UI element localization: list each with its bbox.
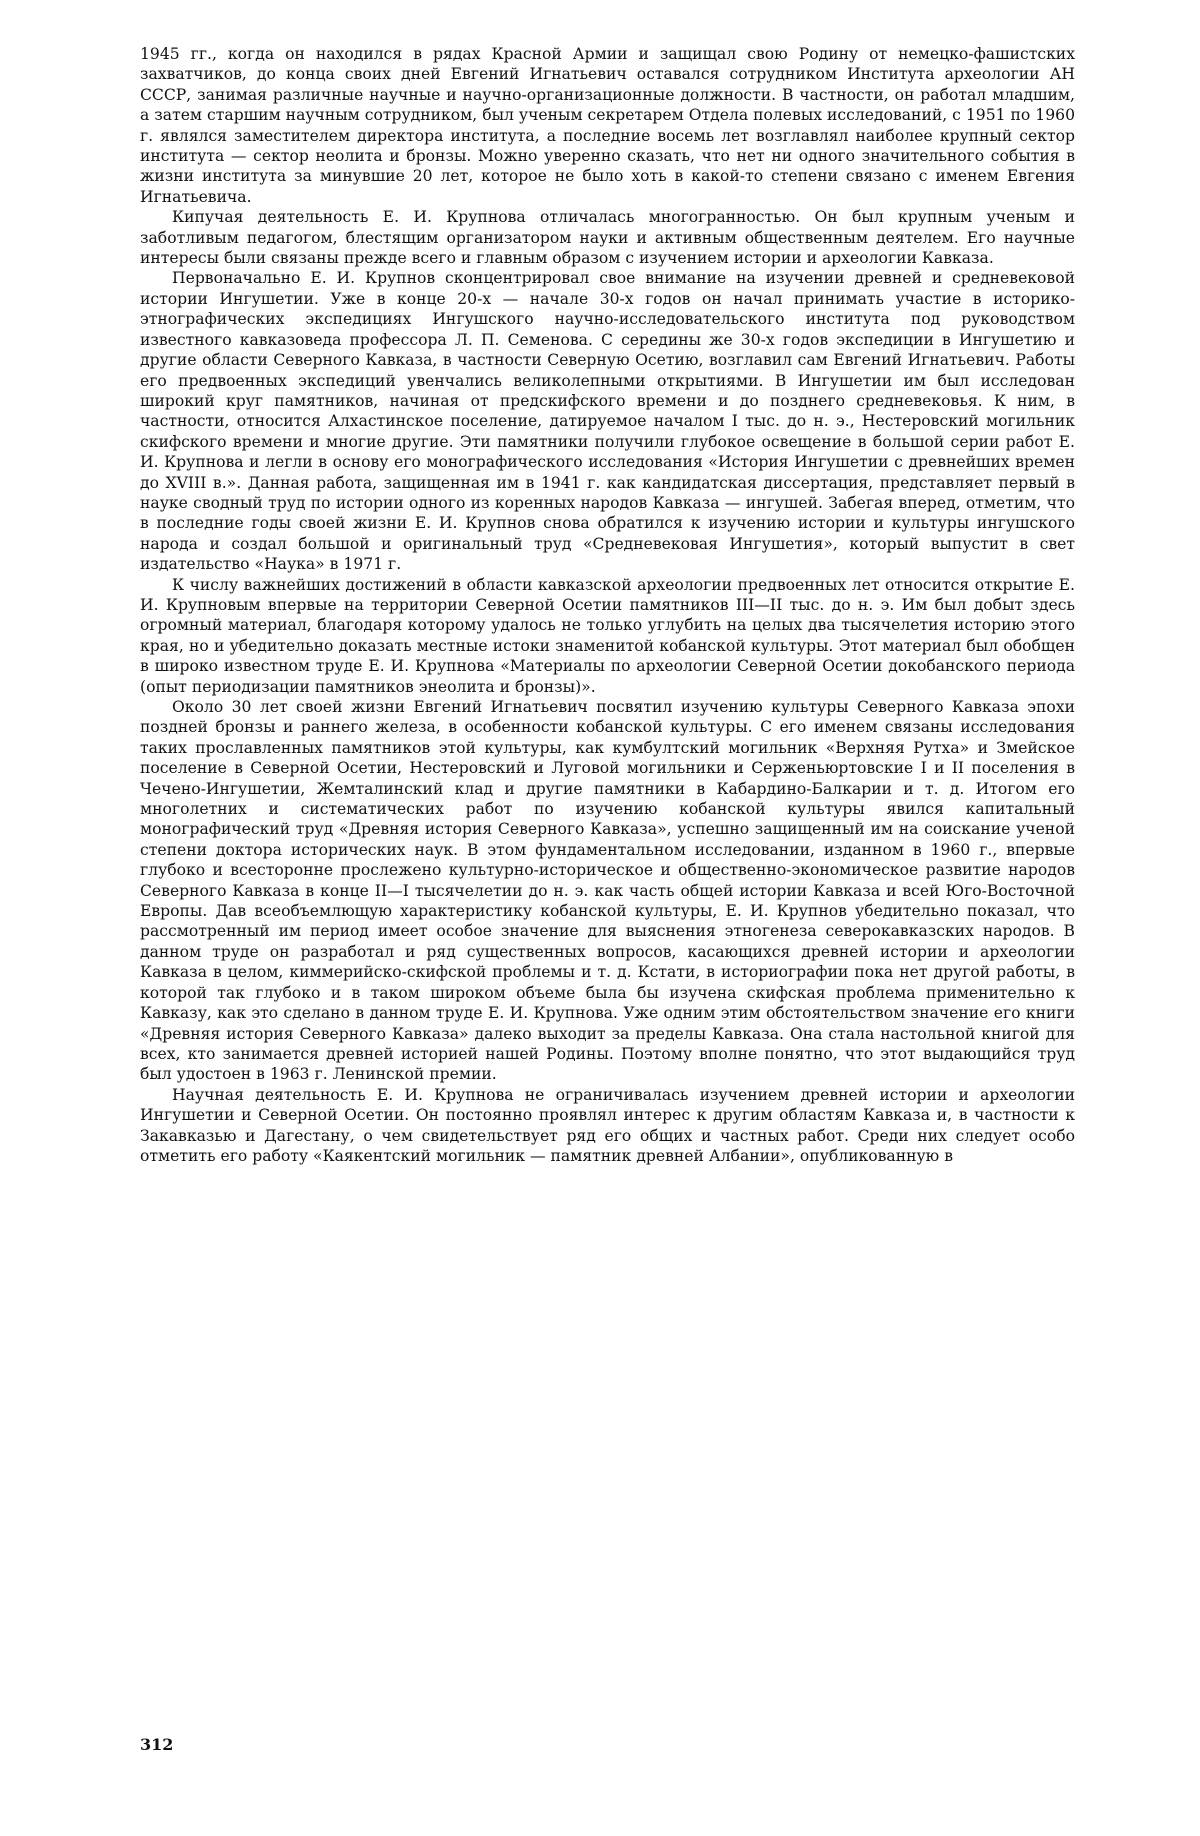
paragraph-2: Кипучая деятельность Е. И. Крупнова отличалась многогранностью. Он был крупным ученым и заботливым педагогом, блестящим организатором науки и активным общественным деятелем. Его научные интересы были связаны прежде всего и главным образом с изучением истории и археологии Кавказа. xyxy=(140,208,1075,268)
paragraph-5: Около 30 лет своей жизни Евгений Игнатьевич посвятил изучению культуры Северного Кавказа эпохи поздней бронзы и раннего железа, в особенности кобанской культуры. С его именем связаны исследования таких прославленных памятников этой культуры, как кумбултский могильник «Верхняя Рутха» и Змейское поселение в Северной Осетии, Нестеровский и Луговой могильники и Серженьюртовские I и II поселения в Чечено-Ингушетии, Жемталинский клад и другие памятники в Кабардино-Балкарии и т. д. Итогом его многолетних и систематических работ по изучению кобанской культуры явился капитальный монографический труд «Древняя история Северного Кавказа», успешно защищенный им на соискание ученой степени доктора исторических наук. В этом фундаментальном исследовании, изданном в 1960 г., впервые глубоко и всесторонне прослежено культурно-историческое и общественно-экономическое развитие народов Северного Кавказа в конце II—I тысячелетии до н. э. как часть общей истории Кавказа и всей Юго-Восточной Европы. Дав всеобъемлющую характеристику кобанской культуры, Е. И. Крупнов убедительно показал, что рассмотренный им период имеет особое значение для выяснения этногенеза северокавказских народов. В данном труде он разработал и ряд существенных вопросов, касающихся древней истории и археологии Кавказа в целом, киммерийско-скифской проблемы и т. д. Кстати, в историографии пока нет другой работы, в которой так глубоко и в таком широком объеме была бы изучена скифская проблема применительно к Кавказу, как это сделано в данном труде Е. И. Крупнова. Уже одним этим обстоятельством значение его книги «Древняя история Северного Кавказа» далеко выходит за пределы Кавказа. Она стала настольной книгой для всех, кто занимается древней историей нашей Родины. Поэтому вполне понятно, что этот выдающийся труд был удостоен в 1963 г. Ленинской премии. xyxy=(140,698,1075,1084)
paragraph-3: Первоначально Е. И. Крупнов сконцентрировал свое внимание на изучении древней и средневековой истории Ингушетии. Уже в конце 20-х — начале 30-х годов он начал принимать участие в историко-этнографических экспедициях Ингушского научно-исследовательского института под руководством известного кавказоведа профессора Л. П. Семенова. С середины же 30-х годов экспедиции в Ингушетию и другие области Северного Кавказа, в частности Северную Осетию, возглавил сам Евгений Игнатьевич. Работы его предвоенных экспедиций увенчались великолепными открытиями. В Ингушетии им был исследован широкий круг памятников, начиная от предскифского времени и до позднего средневековья. К ним, в частности, относится Алхастинское поселение, датируемое началом I тыс. до н. э., Нестеровский могильник скифского времени и многие другие. Эти памятники получили глубокое освещение в большой серии работ Е. И. Крупнова и легли в основу его монографического исследования «История Ингушетии с древнейших времен до XVIII в.». Данная работа, защищенная им в 1941 г. как кандидатская диссертация, представляет первый в науке сводный труд по истории одного из коренных народов Кавказа — ингушей. Забегая вперед, отметим, что в последние годы своей жизни Е. И. Крупнов снова обратился к изучению истории и культуры ингушского народа и создал большой и оригинальный труд «Средневековая Ингушетия», который выпустит в свет издательство «Наука» в 1971 г. xyxy=(140,269,1075,574)
page-body xyxy=(140,44,1075,1166)
paragraph-1: 1945 гг., когда он находился в рядах Красной Армии и защищал свою Родину от немецко-фашистских захватчиков, до конца своих дней Евгений Игнатьевич оставался сотрудником Института археологии АН СССР, занимая различные научные и научно-организационные должности. В частности, он работал младшим, а затем старшим научным сотрудником, был ученым секретарем Отдела полевых исследований, с 1951 по 1960 г. являлся заместителем директора института, а последние восемь лет возглавлял наиболее крупный сектор института — сектор неолита и бронзы. Можно уверенно сказать, что нет ни одного значительного события в жизни института за минувшие 20 лет, которое не было хоть в какой-то степени связано с именем Евгения Игнатьевича. xyxy=(140,45,1075,206)
page-number: 312 xyxy=(140,1735,174,1754)
paragraph-6: Научная деятельность Е. И. Крупнова не ограничивалась изучением древней истории и археологии Ингушетии и Северной Осетии. Он постоянно проявлял интерес к другим областям Кавказа и, в частности к Закавказью и Дагестану, о чем свидетельствует ряд его общих и частных работ. Среди них следует особо отметить его работу «Каякентский могильник — памятник древней Албании», опубликованную в xyxy=(140,1085,1075,1165)
paragraph-4: К числу важнейших достижений в области кавказской археологии предвоенных лет относится открытие Е. И. Крупновым впервые на территории Северной Осетии памятников III—II тыс. до н. э. Им был добыт здесь огромный материал, благодаря которому удалось не только углубить на целых два тысячелетия историю этого края, но и убедительно доказать местные истоки знаменитой кобанской культуры. Этот материал был обобщен в широко известном труде Е. И. Крупнова «Материалы по археологии Северной Осетии докобанского периода (опыт периодизации памятников энеолита и бронзы)». xyxy=(140,575,1075,696)
